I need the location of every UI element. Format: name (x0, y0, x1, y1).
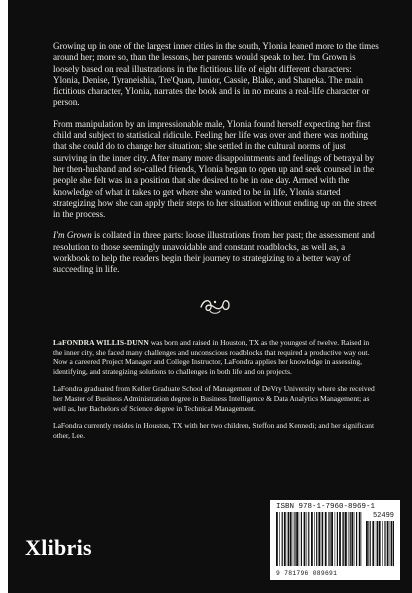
barcode-label (270, 500, 400, 580)
synopsis-paragraph-1: Growing up in one of the largest inner cities in the south, Ylonia leaned more to the times around her; more so, than the lessons, her parents would speak to her. I'm Grown is loosely based on real illustrations in the fictitious life of eight different characters: Ylonia, Denise, Tyraneishia, Tre'Quan, Junior, Cassie, Blake, and Shaneka. The main fictitious character, Ylonia, narrates the book and is in no means a real-life character or person. (53, 41, 379, 108)
author-bio-paragraph-3: LaFondra currently resides in Houston, TX with her two children, Steffon and Kennedi; and her significant other, Lee. (53, 421, 375, 440)
ean-digits: 9 781796 089691 (276, 570, 338, 577)
isbn-text: ISBN 978-1-7960-8969-1 (276, 503, 376, 511)
author-bio-paragraph-2: LaFondra graduated from Keller Graduate School of Management of DeVry University where she received her Master of Business Administration degree in Business Intelligence & Data Analytics Management; as well as, her Bachelors of Science degree in Technical Management. (53, 384, 375, 413)
book-title-inline: I'm Grown (53, 230, 92, 241)
barcode-icon (276, 512, 362, 566)
synopsis-paragraph-3-text: is collated in three parts: loose illustrations from her past; the assessment and resolution to those seemingly unavoidable and constant roadblocks, as well as, a workbook to help the readers begin their journey to strategizing to a better way of succeeding in life. (53, 230, 375, 275)
price-code: 52499 (372, 512, 394, 520)
synopsis-paragraph-2: From manipulation by an impressionable male, Ylonia found herself expecting her first child and subject to statistical ridicule. Feeling her life was over and there was nothing that she could do to change her situation; she settled in the cultural norms of just surviving in the inner city. After many more disappointments and feelings of betrayal by her then-husband and so-called friends, Ylonia began to open up and seek counsel in the people she felt was in a position that she desired to be in one day. Armed with the knowledge of what it takes to get where she wanted to be in life, Ylonia started strategizing how she can apply their steps to her situation without ending up on the street in the process. (53, 118, 377, 220)
synopsis-paragraph-3 (53, 230, 379, 275)
publisher-logo: Xlibris (25, 535, 92, 560)
barcode-addon-icon (366, 521, 394, 566)
flourish-ornament-icon (198, 295, 232, 317)
author-name: LaFONDRA WILLIS-DUNN (53, 338, 149, 347)
author-bio-text-1: was born and raised in Houston, TX as the youngest of twelve. Raised in the inner city, she faced many challenges and unconscious roadblocks that required a productive way out. Now a careered Project Manager and College Instructor, LaFondra applies her knowledge in assessing, identifying, and strategizing solutions to challenges in both life and on projects. (53, 338, 370, 376)
synopsis (53, 41, 379, 286)
back-cover (8, 0, 412, 593)
author-bio (53, 338, 379, 448)
author-bio-paragraph-1 (53, 338, 379, 376)
